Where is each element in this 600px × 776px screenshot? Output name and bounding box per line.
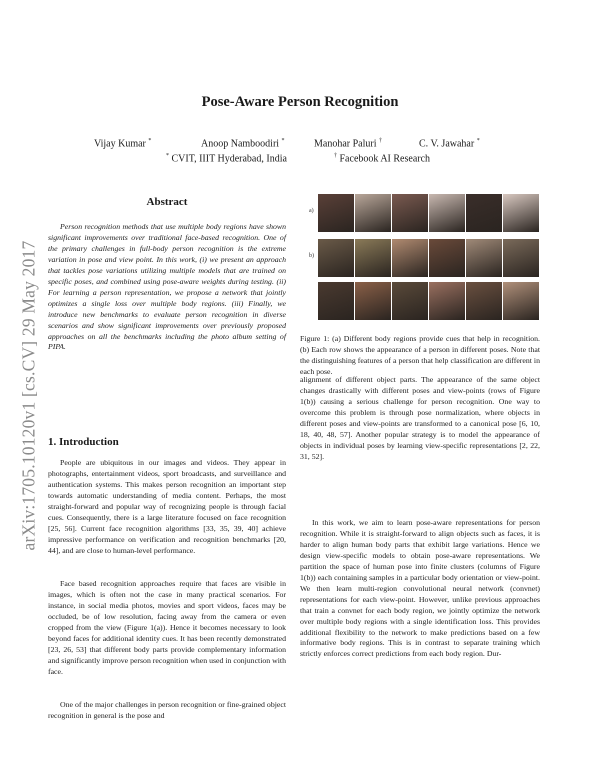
figure-1-caption: Figure 1: (a) Different body regions provide cues that help in recognition. (b) Each row shows the appearance of a person in different poses. Note that the distinguishing features of a person that help classification are different in each pose. [300,334,540,377]
author-4 [419,138,480,149]
figure-row-b1 [309,239,539,277]
photo-tile [355,194,391,232]
intro-paragraph-1: People are ubiquitous in our images and videos. They appear in photographs, entertainment videos, sport broadcasts, and surveillance and authentication systems. This makes person recognition an important step towards automatic understanding of media content. Perhaps, the most straight-forward and popular way of recognizing people is through facial cues. Consequently, there is a large literature focused on face recognition [25, 56]. Current face recognition algorithms [33, 35, 39, 40] achieve impressive performance on verification and recognition benchmarks [20, 44], and are close to human-level performance. [48,458,286,555]
photo-tile [466,194,502,232]
author-2 [201,138,285,149]
photo-tile [392,282,428,320]
photo-tile [466,282,502,320]
figure-row-spacer [309,282,317,320]
affiliation-2 [334,153,430,164]
photo-tile [429,239,465,277]
author-mark: † [379,138,382,144]
abstract-text: Person recognition methods that use multiple body regions have shown significant improvements over traditional face-based recognition. One of the primary challenges in full-body person recognition is the extreme variation in pose and view point. In this work, (i) we present an approach that tackles pose variations utilizing multiple models that are trained on specific poses, and combined using pose-aware weights during testing. (ii) For learning a person representation, we propose a network that jointly optimizes a single loss over multiple body regions. (iii) Finally, we introduce new benchmarks to evaluate person recognition in diverse scenarios and show significant improvements over previously proposed approaches on all the benchmarks including the photo album setting of PIPA. [48,222,286,352]
figure-row-b2 [309,282,539,320]
affiliation-text: Facebook AI Research [339,153,431,165]
author-name: Vijay Kumar [94,138,146,150]
photo-tile [466,239,502,277]
paper-title: Pose-Aware Person Recognition [201,94,399,110]
intro-heading: 1. Introduction [48,436,119,448]
figure-1-image [309,194,539,322]
photo-tile [392,194,428,232]
figure-label-b: b) [309,253,314,259]
affiliation-text: CVIT, IIIT Hyderabad, India [171,153,287,165]
intro-paragraph-2: Face based recognition approaches require that faces are visible in images, which is often not the case in many practical scenarios. For instance, in social media photos, movies and sport videos, faces may be occluded, be of low resolution, facing away from the camera or even cropped from the view (Figure 1(a)). Hence it becomes necessary to look beyond faces for additional identity cues. It has been recently demonstrated [23, 26, 53] that different body parts provide complementary information and significantly improve person recognition when used in conjunction with face. [48,579,286,676]
affiliation-mark: * [166,153,169,159]
photo-tile [429,194,465,232]
author-1 [94,138,151,149]
affiliation-1 [166,153,287,164]
right-paragraph-1: alignment of different object parts. The appearance of the same object changes drastically with different poses and view-points (rows of Figure 1(b)) causing a serious challenge for person recognition. One way to overcome this problem is through pose normalization, where objects in different poses and view-points are transformed to a canonical pose [6, 10, 18, 40, 48, 57]. Another popular strategy is to model the appearance of objects in individual poses by learning view-specific representations [2, 22, 31, 52]. [300,375,540,461]
author-name: Manohar Paluri [314,138,377,150]
author-list [0,138,600,152]
author-mark: * [148,138,152,144]
affiliation-mark: † [334,153,337,159]
author-mark: * [281,138,285,144]
photo-tile [318,239,354,277]
photo-tile [318,194,354,232]
author-name: Anoop Namboodiri [201,138,280,150]
figure-row-a [309,194,539,232]
photo-tile [503,282,539,320]
abstract-heading: Abstract [146,196,188,208]
intro-paragraph-3: One of the major challenges in person recognition or fine-grained object recognition in general is the pose and [48,700,286,720]
figure-label-a: a) [309,208,314,214]
photo-tile [392,239,428,277]
arxiv-stamp: arXiv:1705.10120v1 [cs.CV] 29 May 2017 [18,240,39,551]
photo-tile [355,239,391,277]
author-3 [314,138,382,149]
photo-tile [355,282,391,320]
photo-tile [503,194,539,232]
right-paragraph-2: In this work, we aim to learn pose-aware representations for person recognition. While it is straight-forward to align objects such as faces, it is harder to align human body parts that exhibit large variations. Hence we design view-specific models to obtain pose-aware representations. We partition the space of human pose into finite clusters (columns of Figure 1(b)) each containing samples in a particular body orientation or view-point. We then learn multi-region convolutional neural network (convnet) representations for each view-point. However, unlike previous approaches that train a convnet for each body region, we jointly optimize the network over multiple body regions with a single identification loss. This provides additional flexibility to the network to make predictions based on a few informative body regions. This is in contrast to separate training which strictly enforces correct predictions from each body region. Dur- [300,518,540,659]
photo-tile [503,239,539,277]
photo-tile [429,282,465,320]
photo-tile [318,282,354,320]
author-mark: * [476,138,480,144]
author-name: C. V. Jawahar [419,138,475,150]
